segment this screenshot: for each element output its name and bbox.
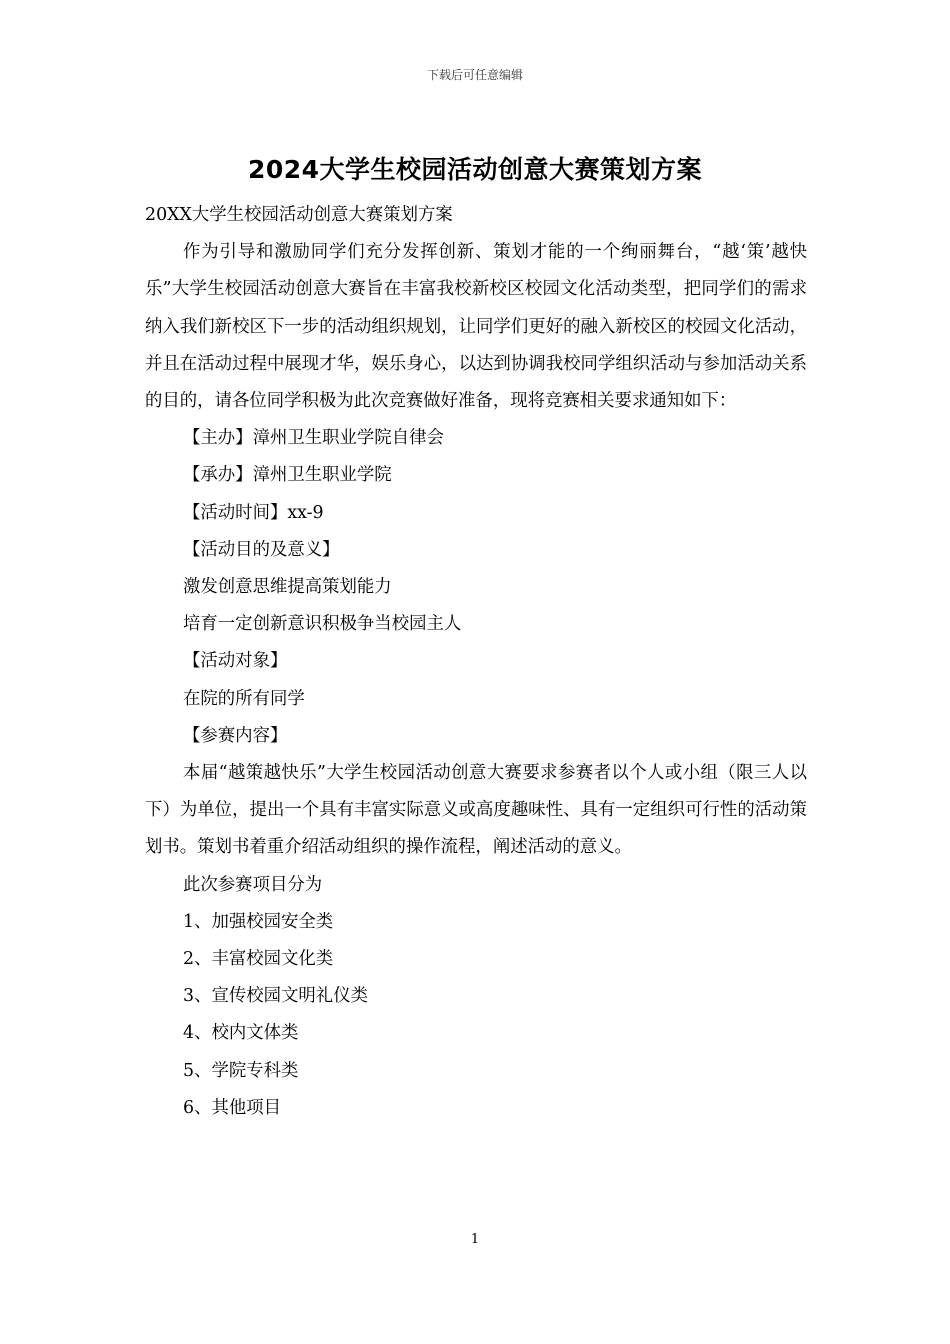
audience-heading: 【活动对象】 <box>183 651 288 672</box>
subtitle-line: 20XX大学生校园活动创意大赛策划方案 <box>145 205 453 225</box>
category-item: 4、校内文体类 <box>183 1023 299 1044</box>
category-item: 5、学院专科类 <box>183 1060 299 1081</box>
audience-line: 在院的所有同学 <box>183 688 305 709</box>
content-paragraph: 本届“越策越快乐”大学生校园活动创意大赛要求参赛者以个人或小组（限三人以下）为单位，提出一个具有丰富实际意义或高度趣味性、具有一定组织可行性的活动策划书。策划书着重介绍活动组织的操作流程，阐述活动的意义。 <box>145 763 807 858</box>
organizer-line: 【承办】漳州卫生职业学院 <box>183 465 392 486</box>
host-line: 【主办】漳州卫生职业学院自律会 <box>183 428 444 449</box>
category-item: 2、丰富校园文化类 <box>183 949 334 970</box>
category-item: 1、加强校园安全类 <box>183 911 334 932</box>
category-item: 3、宣传校园文明礼仪类 <box>183 986 368 1007</box>
time-line: 【活动时间】xx-9 <box>183 502 324 523</box>
header-note: 下载后可任意编辑 <box>426 68 523 82</box>
page-number: 1 <box>470 1232 480 1247</box>
intro-paragraph: 作为引导和激励同学们充分发挥创新、策划才能的一个绚丽舞台，“越‘策’越快乐”大学生校园活动创意大赛旨在丰富我校新校区校园文化活动类型，把同学们的需求纳入我们新校区下一步的活动组织规划，让同学们更好的融入新校区的校园文化活动，并且在活动过程中展现才华，娱乐身心，以达到协调我校同学组织活动与参加活动关系的目的，请各位同学积极为此次竞赛做好准备，现将竞赛相关要求通知如下： <box>145 242 807 412</box>
category-item: 6、其他项目 <box>183 1097 282 1118</box>
purpose-heading: 【活动目的及意义】 <box>183 539 340 560</box>
purpose-item: 激发创意思维提高策划能力 <box>183 577 392 598</box>
document-body <box>145 197 807 1127</box>
document-title: 2024大学生校园活动创意大赛策划方案 <box>247 155 703 184</box>
content-heading: 【参赛内容】 <box>183 725 288 746</box>
categories-intro: 此次参赛项目分为 <box>183 874 323 895</box>
purpose-item: 培育一定创新意识积极争当校园主人 <box>183 614 462 635</box>
